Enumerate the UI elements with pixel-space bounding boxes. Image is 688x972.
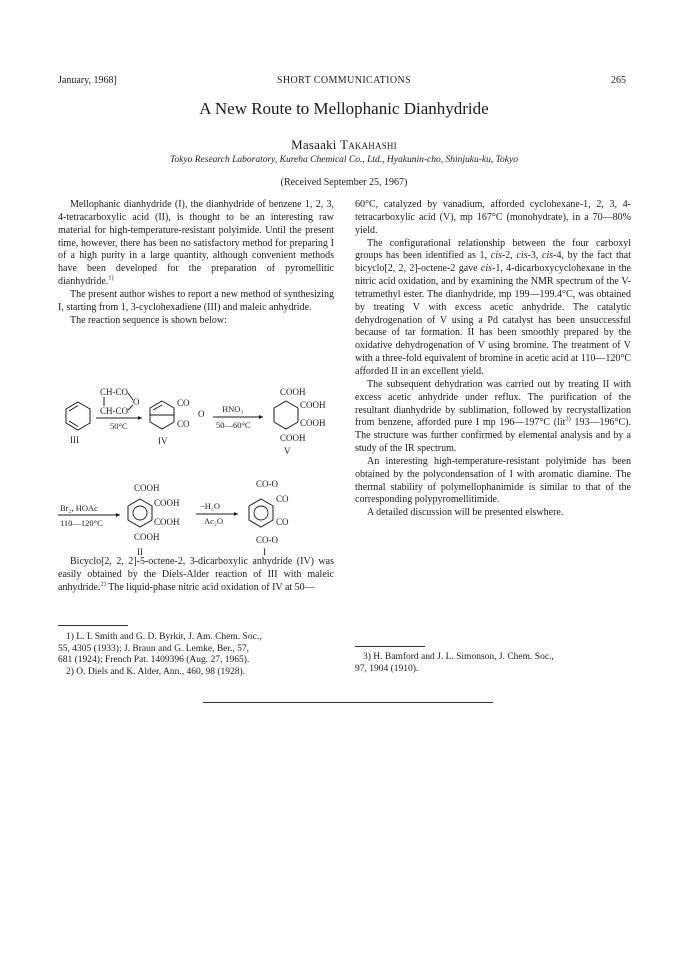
left-column-bottom — [58, 556, 334, 595]
compound-label-i: I — [263, 547, 266, 557]
arrow-head — [259, 415, 263, 419]
footnote-1 — [58, 632, 334, 667]
cyclohexadiene-ring — [66, 402, 90, 430]
condition-50c: 50°C — [110, 421, 128, 431]
anhydride-co-o: CO-O — [256, 535, 278, 545]
footnote-3-line-2: 97, 1904 (1910). — [355, 663, 419, 674]
cooh-group: COOH — [280, 387, 306, 397]
footnote-3-line-1: 3) H. Bamford and J. L. Simonson, J. Chem. Soc., — [363, 652, 554, 662]
aromatic-circle — [254, 506, 268, 520]
running-header-section: SHORT COMMUNICATIONS — [276, 75, 412, 86]
cyclohexane-ring — [274, 401, 298, 429]
compound-label-ii: II — [137, 547, 143, 557]
cooh-group: COOH — [154, 498, 180, 508]
compound-label-iii: III — [70, 435, 79, 445]
condition-50-60c: 50—60°C — [216, 420, 251, 430]
cooh-group: COOH — [300, 400, 326, 410]
arrow-head — [234, 512, 238, 516]
anhydride-co: CO — [276, 494, 289, 504]
body-paragraph: The configurational relationship between the four carboxyl groups has been identified as 1, cis-2, cis-3, cis-4, by the fact that bicyclo[2, 2, 2]-octene-2 gave cis-1, 4-dicarboxycyclohexane in the nitric acid oxidation, and by examining the NMR spectrum of the V-tetramethyl ester. The dianhydride, mp 199—199.4°C, was obtained by treating V with excess acetic anhydride. The catalytic dehydrogenation of V using a Pd catalyst has been unsuccessful because of tar formation. II has been smoothly prepared by the oxidative dehydrogenation of V using bromine. The treatment of V with a three-fold equivalent of bromine in acetic acid at 110—120°C afforded II in an excellent yield. — [355, 237, 631, 377]
body-paragraph: Mellophanic dianhydride (I), the dianhydride of benzene 1, 2, 3, 4-tetracarboxylic acid (II), is thought to be an interesting raw material for high-temperature-resistant polyimide. Until the present time, however, there has been no satisfactory method for preparing I of a high purity in a large quantity, although convenient methods have been developed for the preparation of pyromellitic dianhydride.$^{1)}$ — [58, 199, 334, 288]
author-line — [0, 137, 688, 153]
footnotes-left — [58, 632, 334, 678]
footnote-1-line-3: 681 (1924); French Pat. 1409396 (Aug. 27, 1965). — [58, 655, 250, 665]
body-paragraph: The reaction sequence is shown below: — [70, 314, 227, 326]
affiliation: Tokyo Research Laboratory, Kureha Chemical Co., Ltd., Hyakunin-cho, Shinjuku-ku, Tokyo — [170, 155, 518, 165]
maleic-anhydride-top: CH-CO — [100, 387, 129, 397]
footnote-1-line-1: 1) L. I. Smith and G. D. Byrkit, J. Am. Chem. Soc., — [66, 632, 262, 642]
benzene-ring — [249, 499, 273, 527]
anhydride-co: CO — [276, 517, 289, 527]
footnote-rule-right — [355, 646, 425, 647]
anhydride-co-o: CO-O — [256, 479, 278, 489]
cooh-group: COOH — [134, 532, 160, 542]
scheme-1-drawing — [58, 384, 338, 460]
footnote-rule-left — [58, 625, 128, 626]
cooh-group: COOH — [280, 433, 306, 443]
footnotes-right — [355, 652, 631, 675]
running-header-date: January, 1968] — [58, 75, 117, 86]
reaction-scheme-1 — [58, 384, 338, 460]
maleic-anhydride-bottom: CH-CO — [100, 406, 129, 416]
footnote-2: 2) O. Diels and K. Alder, Ann., 460, 98 (1928). — [66, 666, 246, 677]
body-paragraph: An interesting high-temperature-resistant polyimide has been obtained by the polycondensation of I with aromatic diamine. The thermal stability of polymellophanimide is similar to that of the corresponding polypyromellitimide. — [355, 455, 631, 506]
condition-110-120c: 110—120°C — [60, 518, 103, 528]
left-column-top — [58, 199, 334, 327]
body-paragraph: Bicyclo[2, 2, 2]-5-octene-2, 3-dicarboxylic anhydride (IV) was easily obtained by the Diels-Alder reaction of III with maleic anhydride.$^{2)}$ The liquid-phase nitric acid oxidation of IV at 50— — [58, 556, 334, 593]
author-last-name: Takahashi — [340, 137, 397, 152]
author-first-name: Masaaki — [291, 137, 341, 152]
bond — [128, 405, 133, 410]
cooh-group: COOH — [134, 483, 160, 493]
body-paragraph: The subsequent dehydration was carried out by treating II with excess acetic anhydride under reflux. The purification of the resultant dianhydride by sublimation, followed by recrystallization from benzene, afforded pure I mp 196—197°C (lit$^{3)}$ 193—196°C). The structure was further confirmed by elemental analysis and by a study of the IR spectrum. — [355, 378, 631, 455]
cooh-group: COOH — [300, 418, 326, 428]
reagent-acetic-anhydride: Ac₂O — [204, 516, 224, 526]
compound-label-v: V — [284, 446, 291, 456]
reaction-scheme-2 — [58, 478, 338, 558]
aromatic-circle — [133, 506, 147, 520]
cooh-group: COOH — [154, 517, 180, 527]
page-number: 265 — [611, 75, 626, 86]
reagent-dehydration: −H₂O — [200, 501, 221, 511]
reagent-bromine: Br₂, HOAc — [60, 503, 98, 513]
body-paragraph: 60°C, catalyzed by vanadium, afforded cyclohexane-1, 2, 3, 4-tetracarboxylic acid (V), mp 167°C (monohydrate), in a 70—80% yield. — [355, 199, 631, 236]
reagent-nitric-acid: HNO₃ — [222, 404, 244, 414]
iv-co-top: CO — [177, 398, 190, 408]
footnote-3 — [355, 652, 631, 675]
arrow-head — [138, 416, 142, 420]
benzene-ring — [128, 499, 152, 527]
footnote-1-line-2: 55, 4305 (1933); J. Braun and G. Lemke, Ber., 57, — [58, 643, 250, 654]
iv-co-bottom: CO — [177, 419, 190, 429]
body-paragraph: The present author wishes to report a new method of synthesizing I, starting from 1, 3-cyclohexadiene (III) and maleic anhydride. — [58, 288, 334, 313]
iv-oxygen: O — [198, 409, 205, 419]
compound-label-iv: IV — [158, 436, 168, 446]
received-date: (Received September 25, 1967) — [280, 177, 408, 188]
article-title: A New Route to Mellophanic Dianhydride — [199, 99, 489, 118]
end-of-article-rule — [203, 702, 493, 703]
scheme-2-drawing — [58, 478, 338, 558]
arrow-head — [116, 513, 120, 517]
body-paragraph: A detailed discussion will be presented elswhere. — [367, 507, 564, 519]
right-column — [355, 199, 631, 520]
anhydride-oxygen: O — [133, 397, 140, 407]
